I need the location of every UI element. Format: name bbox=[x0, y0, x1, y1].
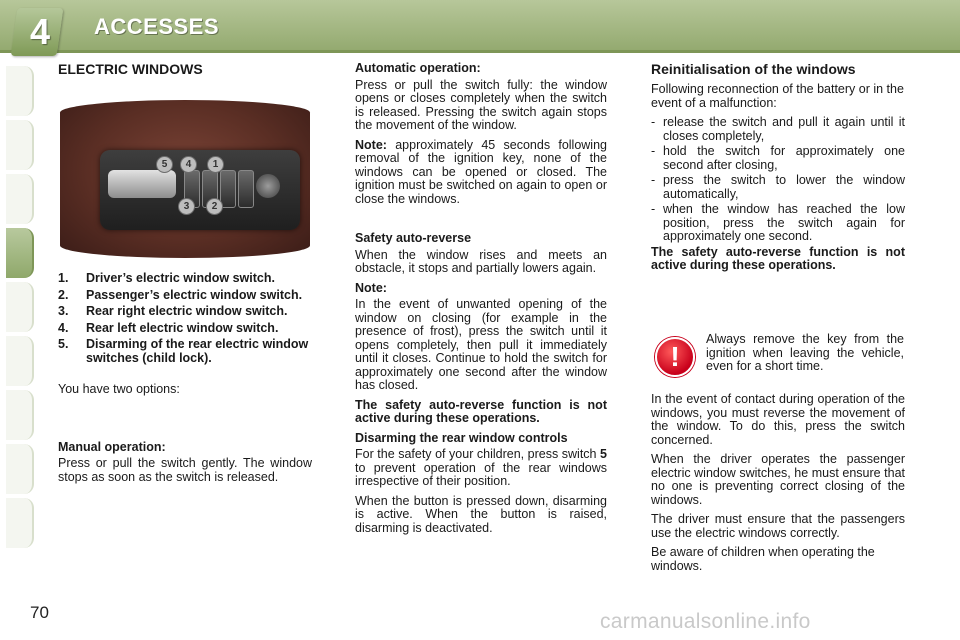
left-column bbox=[58, 62, 312, 83]
page-number: 70 bbox=[30, 603, 49, 622]
callout-5: 5 bbox=[156, 156, 173, 173]
manual-operation-heading: Manual operation: bbox=[58, 439, 166, 454]
reinitialisation-warning: The safety auto-reverse function is not active during these operations. bbox=[651, 244, 905, 272]
safety-auto-reverse-heading: Safety auto-reverse bbox=[355, 231, 472, 245]
note-ignition bbox=[355, 139, 607, 207]
side-tab-1[interactable] bbox=[6, 66, 34, 116]
driver-text-2: The driver must ensure that the passengers use the electric windows correctly. bbox=[651, 512, 905, 540]
contact-text: In the event of contact during operation of the windows, you must reverse the movement of the window. To do this, press the switch concerned. bbox=[651, 392, 905, 447]
right-column-lower bbox=[651, 393, 905, 579]
list-item bbox=[651, 203, 905, 244]
window-switch-photo bbox=[60, 100, 310, 258]
switch-legend-list bbox=[58, 272, 312, 490]
side-tab-4-active[interactable] bbox=[6, 228, 34, 278]
item-text: Disarming of the rear electric window switches (child lock). bbox=[86, 337, 309, 365]
safety-warning-text: The safety auto-reverse function is not active during these operations. bbox=[355, 397, 607, 425]
key-warning-text: Always remove the key from the ignition when leaving the vehicle, even for a short time. bbox=[706, 332, 904, 373]
note-label-2: Note: bbox=[355, 280, 387, 295]
watermark: carmanualsonline.info bbox=[600, 610, 811, 633]
step-text: release the switch and pull it again until it closes completely, bbox=[663, 115, 905, 143]
step-text: when the window has reached the low position, press the switch again for approximately one second. bbox=[663, 202, 905, 243]
reinitialisation-heading: Reinitialisation of the windows bbox=[651, 61, 856, 77]
side-tab-9[interactable] bbox=[6, 498, 34, 548]
disarming-text-2: When the button is pressed down, disarming is active. When the button is raised, disarming is deactivated. bbox=[355, 493, 607, 535]
item-number: 3. bbox=[58, 304, 69, 318]
right-column bbox=[651, 62, 905, 279]
switch-graphic-2 bbox=[220, 170, 236, 208]
side-tab-8[interactable] bbox=[6, 444, 34, 494]
disarming-text-pre: For the safety of your children, press switch bbox=[355, 447, 597, 461]
dash-marker: - bbox=[651, 173, 656, 187]
list-item bbox=[651, 116, 905, 143]
dash-marker: - bbox=[651, 115, 656, 129]
side-tab-5[interactable] bbox=[6, 282, 34, 332]
disarming-text-post: to prevent operation of the rear windows irrespective of their position. bbox=[355, 460, 607, 488]
middle-column bbox=[355, 62, 607, 541]
children-text: Be aware of children when operating the windows. bbox=[651, 545, 875, 573]
reinitialisation-intro: Following reconnection of the battery or in the event of a malfunction: bbox=[651, 82, 904, 110]
chapter-number: 4 bbox=[29, 11, 51, 52]
disarming-heading: Disarming the rear window controls bbox=[355, 430, 568, 445]
switch-graphic-1 bbox=[238, 170, 254, 208]
item-number: 5. bbox=[58, 337, 69, 351]
chapter-side-tabs bbox=[0, 66, 36, 580]
side-tab-6[interactable] bbox=[6, 336, 34, 386]
note-frost-text: In the event of unwanted opening of the window on closing (for example in the presence of frost), press the switch until it opens completely, then pull it immediately until it closes. Continue to hold the switch for approximately one second after the window has closed. bbox=[355, 297, 607, 392]
switch-number-5: 5 bbox=[600, 447, 607, 461]
step-text: hold the switch for approximately one second after closing, bbox=[663, 144, 905, 172]
dash-marker: - bbox=[651, 202, 656, 216]
callout-2: 2 bbox=[206, 198, 223, 215]
list-item bbox=[58, 272, 312, 286]
side-tab-2[interactable] bbox=[6, 120, 34, 170]
item-number: 1. bbox=[58, 271, 69, 285]
step-text: press the switch to lower the window automatically, bbox=[663, 173, 905, 201]
note-label: Note: bbox=[355, 137, 387, 152]
manual-operation-text: Press or pull the switch gently. The window stops as soon as the switch is released. bbox=[58, 456, 312, 484]
list-item bbox=[58, 289, 312, 303]
automatic-operation-text: Press or pull the switch fully: the window opens or closes completely when the switch is released. Pressing the switch again stops the movement of the window. bbox=[355, 77, 607, 132]
list-item bbox=[58, 338, 312, 365]
list-item bbox=[58, 322, 312, 336]
header-divider bbox=[0, 50, 960, 53]
driver-text: When the driver operates the passenger electric window switches, he must ensure that no one is preventing correct closing of the windows. bbox=[651, 452, 905, 507]
disarming-text bbox=[355, 448, 607, 489]
item-number: 2. bbox=[58, 287, 69, 302]
page-title: ACCESSES bbox=[94, 14, 220, 39]
item-number: 4. bbox=[58, 320, 69, 335]
side-tab-7[interactable] bbox=[6, 390, 34, 440]
item-text: Rear right electric window switch. bbox=[86, 304, 288, 318]
callout-1: 1 bbox=[207, 156, 224, 173]
automatic-operation-heading: Automatic operation: bbox=[355, 61, 481, 75]
item-text: Passenger’s electric window switch. bbox=[86, 287, 303, 302]
dash-marker: - bbox=[651, 144, 656, 158]
callout-3: 3 bbox=[178, 198, 195, 215]
section-heading-electric-windows: ELECTRIC WINDOWS bbox=[58, 61, 203, 77]
safety-auto-reverse-text: When the window rises and meets an obstacle, it stops and partially lowers again. bbox=[355, 247, 607, 275]
options-text: You have two options: bbox=[58, 382, 180, 396]
item-text: Rear left electric window switch. bbox=[86, 320, 279, 335]
callout-4: 4 bbox=[180, 156, 197, 173]
item-text: Driver’s electric window switch. bbox=[86, 271, 275, 285]
door-handle bbox=[108, 170, 176, 198]
child-lock-button-graphic bbox=[256, 174, 280, 198]
warning-icon: ! bbox=[655, 337, 695, 377]
note-ignition-text: approximately 45 seconds following removal of the ignition key, none of the windows can be opened or closed. The ignition must be switched on again to open or close the windows. bbox=[355, 137, 607, 206]
list-item bbox=[651, 174, 905, 201]
list-item bbox=[58, 305, 312, 319]
list-item bbox=[651, 145, 905, 172]
side-tab-3[interactable] bbox=[6, 174, 34, 224]
